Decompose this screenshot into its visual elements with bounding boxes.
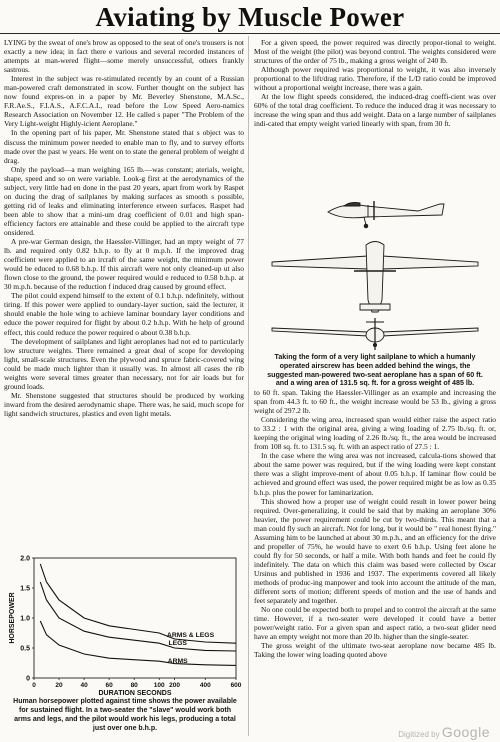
y-axis-label: HORSEPOWER (9, 592, 16, 644)
y-tick-label: 2.0 (20, 555, 30, 563)
paragraph: The development of sailplanes and light aeroplanes had not ed to particularly low structure weights. There remained a great deal of scope for developing light, small-scale structures. Even the plywood and spruce fabric-covered wing could be made much lighter than it usually was. In almost all cases the rib weights were several times greater than necessary, not for air loads but for ground loads. (4, 336, 244, 391)
paragraph: No one could be expected both to propel and to control the aircraft at the same time. However, if a two-seater were developed it could have a better power/weight ratio. For a given span and aspect ratio, a two-seat glider need have an empty weight not more than 20 lb. higher than the single-seater. (254, 605, 496, 642)
x-tick-label: 20 (55, 682, 63, 689)
x-tick-label: 200 (169, 682, 181, 689)
series-label: LEGS (168, 640, 187, 647)
x-tick-label: 400 (199, 682, 211, 689)
series-line (40, 582, 236, 651)
paragraph: The gross weight of the ultimate two-seat aeroplane now became 485 lb. Taking the lower wing loading quoted above (254, 641, 496, 660)
aircraft-three-view-drawing (268, 190, 482, 352)
aircraft-side-view (328, 201, 444, 228)
paragraph: This showed how a proper use of weight could result in lower power being required. Over-generalizing, it could be said that by making an aeroplane 30% heavier, the power requirement could be cut by two-thirds. This meant that a man could fly such an aircraft. Not for long, but it would be " real honest flying." Assuming him to be launched at about 30 m.p.h., and an efficiency for the drive and propeller of 75%, he would have to exert 0.6 b.h.p. Using feet alone he could fly for 50 seconds, or half a mile. With both hands and feet he could fly indefinitely. The data on which this claim was based were collected by Oscar Ursinus and published in 1936 and 1937. The experiments covered all likely methods of produc-ing manpower and took into account the attitude of the man, different sorts of motion; different speeds of motion and the use of hands and feet separately and together. (254, 496, 496, 606)
paragraph: Considering the wing area, increased span would either raise the aspect ratio to 33.2 : 1 with the original area, giving a wing loading of 2.75 lb./sq. ft. or, keeping the original wing loading of 2.26 lb./sq. ft., the area would be increased from 108 sq. ft. to 131.5 sq. ft. with an aspect ratio of 27.5 : 1. (254, 415, 496, 452)
x-tick-label: 80 (130, 682, 138, 689)
watermark-brand: Google (441, 724, 490, 740)
paragraph: Mr. Shenstone suggested that structures should be produced by working inward from the desired aerodynamic shape. There was, he said, much scope for light sandwich structures, plastics and even light metals. (4, 390, 244, 418)
paragraph: LYING by the sweat of one's brow as opposed to the seat of one's trousers is not exactly a new idea; in fact there e various and several recorded instances of attempts at man-wered flight—some merely unsuccessful, others frankly sastrous. (4, 38, 244, 75)
paragraph: Interest in the subject was re-stimulated recently by an count of a Russian man-powered craft demonstrated in scow. Further thought on the subject has now found expres-on in a paper by Mr. Beverley Shenstone, M.A.Sc., F.R.Ae.S., F.I.A.S., A.F.C.A.I., read before the Low Speed Aero-namics Research Association on November 12. He called s paper "The Problem of the Very Light-weight Highly-icient Aeroplane." (4, 74, 244, 129)
chart-caption: Human horsepower plotted against time shows the power available for sustained flight. In a two-seater the "slave" would work both arms and legs, and the pilot would work his legs, producing a total just over one b.h.p. (13, 698, 237, 732)
x-tick-label: 600 (230, 682, 242, 689)
paragraph: A pre-war German design, the Haessler-Villinger, had an mpty weight of 77 lb. and required only 0.82 b.h.p. to fly at 0 m.p.h. If the improved drag coefficient were applied to an ircraft of the same weight, the minimum power would be educed to 0.68 b.h.p. If this aircraft were not only cleaned-up ut also flown close to the ground, the power required would e reduced to 0.58 b.h.p. at 30 m.p.h. because of the reduction f induced drag caused by ground effect. (4, 237, 244, 292)
y-tick-label: 1.5 (20, 585, 30, 593)
x-tick-label: 40 (80, 682, 88, 689)
right-column-bottom (254, 388, 496, 728)
y-tick-label: 0 (26, 675, 30, 683)
series-label: ARMS & LEGS (166, 632, 215, 640)
x-tick-label: 60 (105, 682, 113, 689)
series-line (40, 621, 236, 665)
horsepower-chart (4, 550, 244, 696)
paragraph: The pilot could expend himself to the extent of 0.1 b.h.p. ndefinitely, without tiring. If this power were applied to oundary-layer suction, said the lecturer, it should enable the hole wing to achieve laminar boundary layer conditions and educe the power required for flight by about 0.2 b.h.p. With he help of ground effect, this could reduce the power required o about 0.38 b.h.p. (4, 291, 244, 337)
paragraph: Although power required was proportional to weight, it was also inversely proportional to the lift/drag ratio. Therefore, if the L/D ratio could be improved without a proportional weight increase, there was a gain. (254, 65, 496, 93)
paragraph: In the opening part of his paper, Mr. Shenstone stated that s object was to discuss the minimum power needed to enable man to fly, and to survey efforts made over the past w years. He went on to state the general problem of weight d drag. (4, 128, 244, 165)
paragraph: to 60 ft. span. Taking the Haessler-Villinger as an example and increasing the span from 44.3 ft. to 60 ft., the weight increase would be 53 lb., giving a gross weight of 297.2 lb. (254, 388, 496, 416)
column-divider (248, 36, 249, 736)
watermark-prefix: Digitized by (398, 730, 440, 739)
paragraph: In the case where the wing area was not increased, calcula-tions showed that about the same power was required, but if the wing loading were kept constant there was a slight improve-ment of about 0.05 b.h.p. If laminar flow could be achieved and ground effect was used, the power required might be as low as 0.35 b.h.p. plus the power for laminarization. (254, 451, 496, 497)
x-tick-label: 0 (32, 682, 36, 689)
right-column-top (254, 38, 496, 188)
paragraph: Only the payload—a man weighing 165 lb.—was constant; aterials, weight, shape, speed and so on were variable. Look-g first at the aerodynamics of the subject, very little had en done in the past 20 years, apart from work by Raspet on ducing the drag of sailplanes by making surfaces as smooth s possible, getting rid of leaks and eliminating interference etween surfaces. Raspet had been able to show that a mini-um drag coefficient of 0.01 and high span-efficiency factors ere attainable and these could be applied to the aircraft type onsidered. (4, 164, 244, 237)
x-tick-label: 100 (153, 682, 165, 689)
paragraph: For a given speed, the power required was directly propor-tional to weight. Most of the weight (the pilot) was beyond control. The weights considered were structures of the order of 75 lb., making a gross weight of 240 lb. (254, 38, 496, 66)
aircraft-front-view (272, 318, 478, 350)
page-title: Aviating by Muscle Power (0, 0, 500, 34)
series-label: ARMS (167, 658, 188, 665)
digitized-watermark (398, 724, 490, 740)
x-axis-label: DURATION SECONDS (98, 690, 172, 696)
paragraph: At the low flight speeds considered, the induced-drag coeffi-cient was over 60% of the total drag coefficient. To reduce the induced drag it was necessary to increase the wing span and thus add weight. Data on a large number of sailplanes indi-cated that empty weight varied linearly with span, from 30 ft. (254, 92, 496, 129)
aircraft-top-view (272, 242, 478, 313)
aircraft-figure-caption: Taking the form of a very light sailplane to which a humanly operated airscrew has been added behind the wings, the suggested man-powered two-seat aeroplane has a span of 60 ft. and a wing area of 131.5 sq. ft. for a gross weight of 485 lb. (267, 353, 483, 388)
y-tick-label: 1.0 (20, 615, 30, 623)
left-column (4, 38, 244, 548)
y-tick-label: 0.5 (20, 645, 30, 653)
